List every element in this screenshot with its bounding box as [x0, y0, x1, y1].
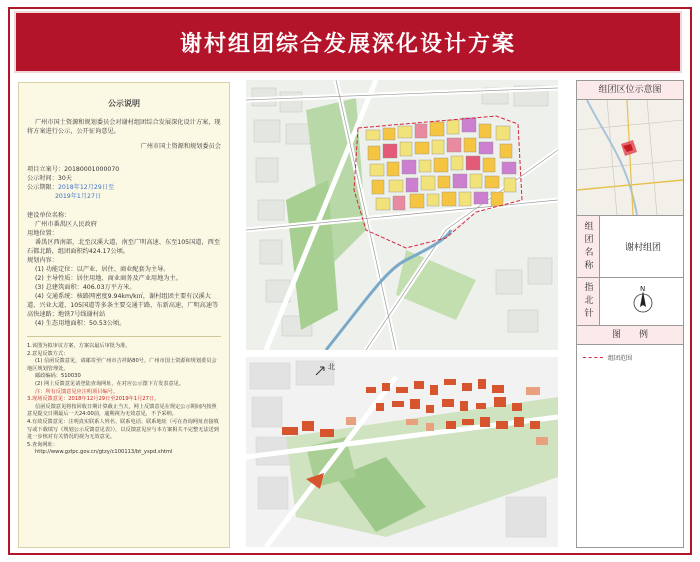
aerial-render[interactable] — [246, 357, 558, 547]
builder-label: 建设单位名称： — [27, 212, 71, 219]
note-4: 4.有效反馈意见：注明真实联系人姓名、联系电话、联系地址（可在查询网址直接填写或下载填写《规划公示反馈意见表》），以反馈意见应与本方案相关不完整无法送到进一步核对有关情况的视为无效意见。 — [27, 418, 219, 441]
page-title: 谢村组团综合发展深化设计方案 — [179, 31, 516, 57]
north-label: 指北针 — [577, 278, 600, 325]
location-map-title: 组团区位示意图 — [577, 81, 683, 100]
notice-title: 公示说明 — [108, 99, 140, 108]
legend-item-label: 组团范围 — [608, 355, 633, 362]
builder-name: 广州市番禺区人民政府 — [35, 221, 97, 228]
notice-panel — [18, 82, 230, 548]
info-column — [576, 80, 684, 548]
map-area — [246, 80, 558, 548]
notice-signer: 广州市国土资源和规划委员会 — [140, 143, 221, 150]
land-label: 用地位置： — [27, 230, 58, 237]
north-arrow-label: 北 — [328, 363, 335, 371]
note-2a: (1) 信函反馈意见，请邮寄至广州市吉祥路80号，广州市国土资源和规划委员会地区规划管理处。 — [27, 358, 217, 372]
group-name-label: 组团名称 — [577, 216, 600, 277]
plan-item: (4) 生态用地面积：50.53公顷。 — [35, 320, 126, 327]
note-2c: (2) 网上反馈意见请登陆查询网址，在对应公示图下方发表意见。 — [35, 380, 185, 387]
svg-text:N: N — [640, 284, 646, 293]
plan-item: (2) 主导性质：居住用地、商业商务及产业用地为主。 — [35, 275, 182, 282]
master-plan-drawing — [246, 80, 558, 350]
notice-date-end: 2019年1月27日 — [55, 193, 102, 200]
aerial-drawing — [246, 357, 558, 547]
note-1: 1.该图为拟审议方案，方案以最后审批为准。 — [27, 343, 131, 349]
notice-dates: 公示期限：2018年12月29日至 — [27, 184, 115, 191]
group-name-row — [577, 216, 683, 278]
boundary-swatch — [583, 357, 603, 358]
legend-item — [583, 353, 632, 362]
plan-item: (1) 功能定位：以产业、居住、商业配套为主导。 — [35, 266, 170, 273]
note-2: 2.意见反馈方式： — [27, 350, 69, 357]
compass-icon — [631, 285, 655, 319]
note-2d: 注：所有反馈意见应注明项目编号。 — [35, 388, 119, 395]
notice-intro: 广州市国土资源和规划委员会对谢村组团综合发展深化设计方案，现将方案进行公示，公开征询意见。 — [27, 119, 221, 135]
note-2b: 邮政编码：510030 — [35, 373, 81, 380]
location-map-drawing — [577, 100, 683, 215]
notice-url[interactable]: http://www.gzlpc.gov.cn/gtzy/c100113/bt_yspd.shtml — [35, 449, 173, 456]
group-name-value: 谢村组团 — [624, 243, 661, 253]
north-row — [577, 278, 683, 326]
notice-period: 公示时间：30天 — [27, 175, 72, 182]
compass — [603, 278, 683, 325]
location-map[interactable] — [577, 100, 683, 216]
plan-label: 规划内容： — [27, 257, 58, 264]
plan-item: (3) 总建筑面积：406.03万平方米。 — [35, 284, 136, 291]
project-no: 项目立案号：20180001000070 — [27, 166, 120, 173]
master-plan-map[interactable] — [246, 80, 558, 350]
legend-title: 图 例 — [577, 326, 683, 345]
note-3: 3.现场反馈意见：2018年12月29日至2019年1月27日。 — [27, 396, 160, 403]
note-3b: 信函反馈意见将按回收日期计算截止当天，网上反馈意见在规定公示期间内按照意见提交日期最后一天24:00前，逾期视为无效意见，不予采纳。 — [27, 403, 217, 418]
plan-item: (4) 交通系统：核路网密度9.94km/k㎡，谢村组团主要有汉溪大道、兴业大道、105国道等多条主要交通干路，东新高速、广明高速等高快速路；地铁7号线谢村站 — [27, 293, 219, 318]
note-5: 5.查询网址： — [27, 441, 58, 448]
title-banner — [14, 11, 682, 73]
land-desc: 番禺区西南部，北至汉溪大道，南至广明高速、东至105国道，西至石都北路，组团面积约424.17公顷。 — [27, 239, 221, 255]
